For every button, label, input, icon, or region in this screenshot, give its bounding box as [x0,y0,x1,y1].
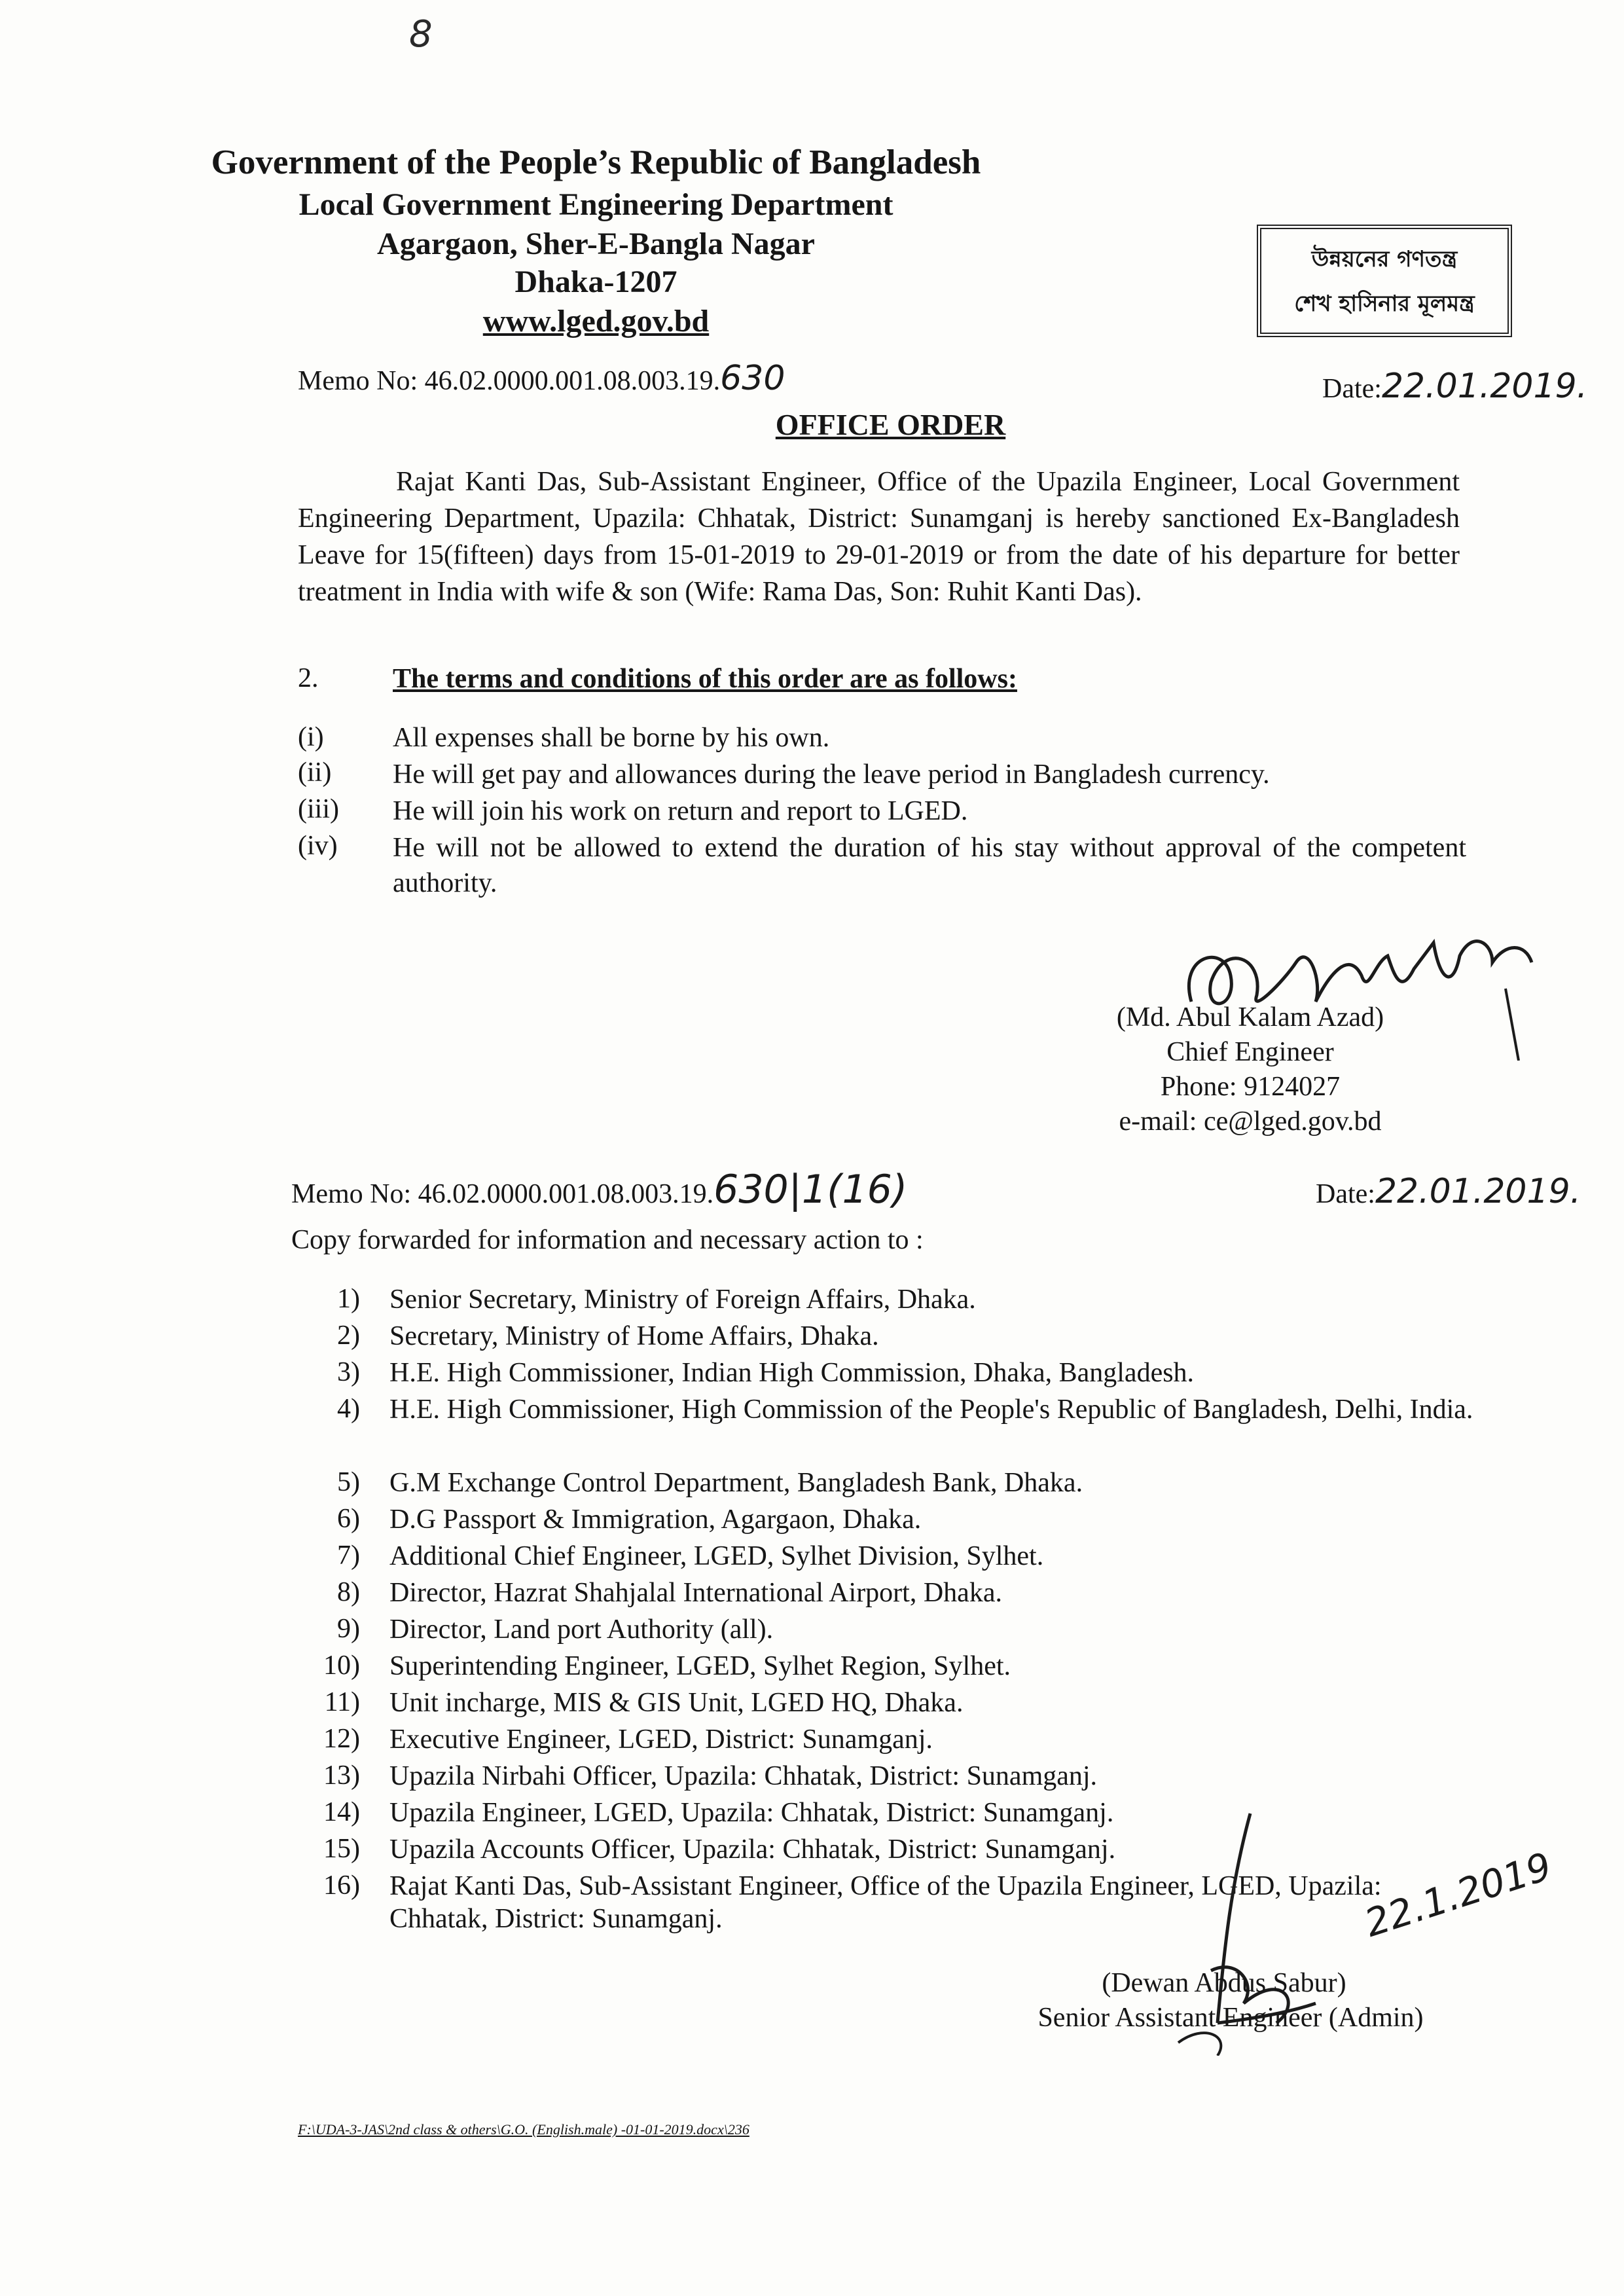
distribution-item-text: H.E. High Commissioner, High Commission of the People's Republic of Bangladesh, Delhi, India. [389,1394,1473,1425]
memo-number-2 [291,1167,907,1212]
footer-file-path: F:\UDA-3-JAS\2nd class & others\G.O. (English.male) -01-01-2019.docx\236 [298,2121,749,2138]
distribution-item-number: 3) [337,1357,360,1387]
signatory-2-name: (Dewan Abdus Sabur) [1102,1968,1346,1998]
header-department: Local Government Engineering Department [298,187,893,222]
distribution-item-text: Director, Hazrat Shahjalal International Airport, Dhaka. [389,1578,1002,1608]
distribution-item-text: Upazila Engineer, LGED, Upazila: Chhatak, District: Sunamganj. [389,1798,1114,1828]
distribution-item-number: 8) [337,1577,360,1607]
date-handwritten: 22.01.2019. [1375,1172,1581,1211]
distribution-item-number: 10) [323,1650,360,1681]
signatory-1-name: (Md. Abul Kalam Azad) [1116,1002,1384,1032]
distribution-item-number: 6) [337,1504,360,1534]
slogan-line-2: শেখ হাসিনার মূলমন্ত্র [1294,291,1475,317]
term-number: (i) [298,722,324,752]
term-text: He will get pay and allowances during the leave period in Bangladesh currency. [393,759,1270,790]
term-text: He will join his work on return and report to LGED. [393,796,968,826]
term-text: All expenses shall be borne by his own. [393,723,830,753]
distribution-item-number: 12) [323,1724,360,1754]
distribution-item-text: Unit incharge, MIS & GIS Unit, LGED HQ, Dhaka. [389,1688,964,1718]
distribution-item-number: 11) [324,1687,360,1717]
terms-number: 2. [298,663,319,693]
header-government: Government of the People’s Republic of Bangladesh [211,143,981,181]
distribution-item-number: 9) [337,1614,360,1644]
distribution-item-text: Upazila Accounts Officer, Upazila: Chhatak, District: Sunamganj. [389,1834,1116,1865]
distribution-item-number: 1) [337,1284,360,1314]
distribution-item-text: Senior Secretary, Ministry of Foreign Affairs, Dhaka. [389,1285,976,1315]
signatory-1-designation: Chief Engineer [1166,1037,1334,1067]
distribution-item-text: Secretary, Ministry of Home Affairs, Dhaka. [389,1321,879,1351]
order-body-paragraph: Rajat Kanti Das, Sub-Assistant Engineer, Office of the Upazila Engineer, Local Government Engineering Department, Upazila: Chhatak, District: Sunamganj is hereby sanctioned Ex-Bangladesh Leave for 15(fifteen) days from 15-01-2019 to 29-01-2019 or from the date of his departure for better treatment in India with wife & son (Wife: Rama Das, Son: Ruhit Kanti Das). [298,467,1460,607]
copy-forward-intro: Copy forwarded for information and necessary action to : [291,1225,924,1255]
memo-label: Memo No: 46.02.0000.001.08.003.19. [298,366,721,396]
slogan-line-1: উন্নয়নের গণতন্ত্র [1311,246,1458,272]
distribution-item-number: 16) [323,1870,360,1901]
signatory-1-email: e-mail: ce@lged.gov.bd [1119,1106,1382,1137]
page-number-mark: 8 [409,13,433,56]
distribution-item-number: 13) [323,1760,360,1791]
term-number: (iv) [298,831,338,861]
memo-date-2 [1316,1172,1581,1211]
memo-label: Memo No: 46.02.0000.001.08.003.19. [291,1179,714,1209]
distribution-item-text: Additional Chief Engineer, LGED, Sylhet Division, Sylhet. [389,1541,1044,1571]
distribution-item-text: G.M Exchange Control Department, Bangladesh Bank, Dhaka. [389,1468,1083,1498]
signatory-2-designation: Senior Assistant Engineer (Admin) [1038,2003,1424,2033]
date-label: Date: [1316,1179,1375,1209]
date-handwritten: 22.01.2019. [1381,367,1588,406]
distribution-item-number: 5) [337,1467,360,1497]
distribution-item-text: Executive Engineer, LGED, District: Sunamganj. [389,1724,933,1755]
memo-date-1 [1322,367,1587,406]
date-label: Date: [1322,374,1382,404]
distribution-item-number: 15) [323,1834,360,1864]
distribution-item-text: Director, Land port Authority (all). [389,1614,774,1645]
distribution-item-text: H.E. High Commissioner, Indian High Commission, Dhaka, Bangladesh. [389,1358,1195,1388]
distribution-item-text: Superintending Engineer, LGED, Sylhet Region, Sylhet. [389,1651,1011,1681]
memo-handwritten-number: 630 [720,359,785,398]
distribution-item-number: 2) [337,1321,360,1351]
term-text: He will not be allowed to extend the duration of his stay without approval of the competent authority. [393,833,1466,898]
office-order-title: OFFICE ORDER [775,408,1006,441]
header-city: Dhaka-1207 [514,264,677,299]
signatory-1-phone: Phone: 9124027 [1160,1072,1341,1102]
header-website[interactable]: www.lged.gov.bd [482,304,710,338]
distribution-item-number: 7) [337,1540,360,1571]
distribution-item-text: D.G Passport & Immigration, Agargaon, Dhaka. [389,1504,922,1535]
memo-handwritten-number: 630|1(16) [713,1167,908,1212]
terms-heading: The terms and conditions of this order are as follows: [393,664,1017,694]
slogan-box [1257,225,1512,337]
distribution-item-number: 14) [323,1797,360,1827]
term-number: (iii) [298,794,339,824]
distribution-item-text: Rajat Kanti Das, Sub-Assistant Engineer, Office of the Upazila Engineer, LGED, Upazila: Chhatak, District: Sunamganj. [389,1871,1382,1934]
header-address: Agargaon, Sher-E-Bangla Nagar [377,227,815,261]
term-number: (ii) [298,757,332,788]
signatory-2-handwritten-date: 22.1.2019 [1359,1844,1557,1946]
memo-number-1 [298,359,785,398]
distribution-item-number: 4) [337,1394,360,1424]
distribution-item-text: Upazila Nirbahi Officer, Upazila: Chhatak, District: Sunamganj. [389,1761,1098,1791]
